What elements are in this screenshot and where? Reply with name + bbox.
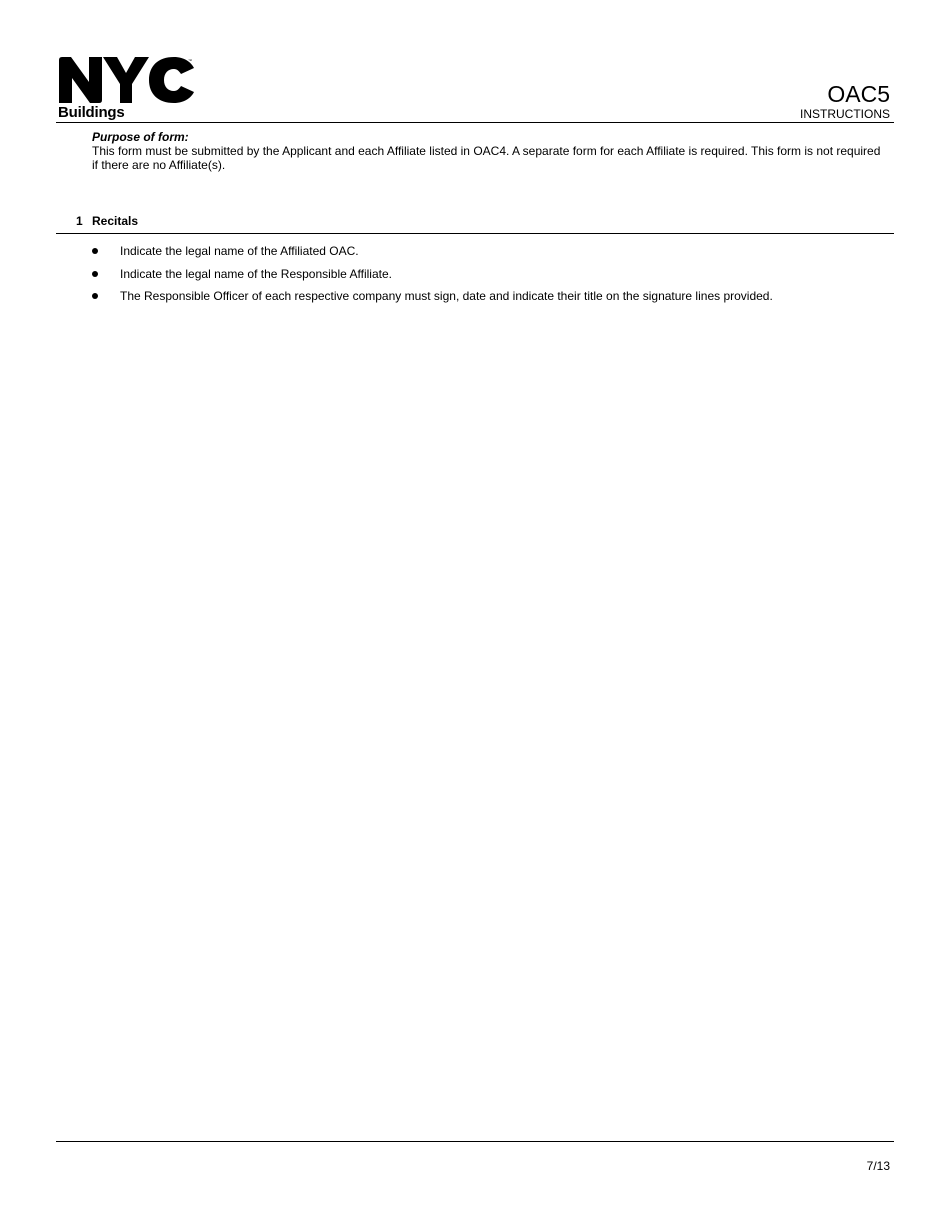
logo-subtitle: Buildings xyxy=(58,104,125,121)
form-id: OAC5 xyxy=(827,81,890,107)
bullet-icon xyxy=(92,293,98,299)
purpose-block xyxy=(92,130,882,172)
form-kind: INSTRUCTIONS xyxy=(800,107,890,121)
section-heading-recitals xyxy=(76,214,138,229)
section-divider xyxy=(56,233,894,234)
bullet-icon xyxy=(92,248,98,254)
page-number: 7/13 xyxy=(866,1159,890,1173)
section-title: Recitals xyxy=(92,214,139,228)
list-item-text: The Responsible Officer of each respective company must sign, date and indicate their title on the signature lines provided. xyxy=(120,289,773,303)
list-item xyxy=(90,267,890,282)
footer-divider xyxy=(56,1141,894,1142)
purpose-title: Purpose of form: xyxy=(92,130,189,144)
purpose-text: This form must be submitted by the Applicant and each Affiliate listed in OAC4. A separate form for each Affiliate is required. This form is not required if there are no Affiliate(s). xyxy=(92,144,881,172)
svg-text:™: ™ xyxy=(188,58,192,63)
recitals-instruction-list xyxy=(90,244,890,312)
list-item-text: Indicate the legal name of the Responsible Affiliate. xyxy=(120,266,392,281)
header-divider xyxy=(56,122,894,123)
list-item-text: Indicate the legal name of the Affiliated OAC. xyxy=(120,244,359,258)
nyc-logo-icon xyxy=(58,56,196,104)
nyc-buildings-logo xyxy=(58,56,198,124)
list-item xyxy=(90,244,890,259)
section-number: 1 xyxy=(76,214,83,228)
list-item xyxy=(90,289,890,304)
bullet-icon xyxy=(92,271,98,277)
